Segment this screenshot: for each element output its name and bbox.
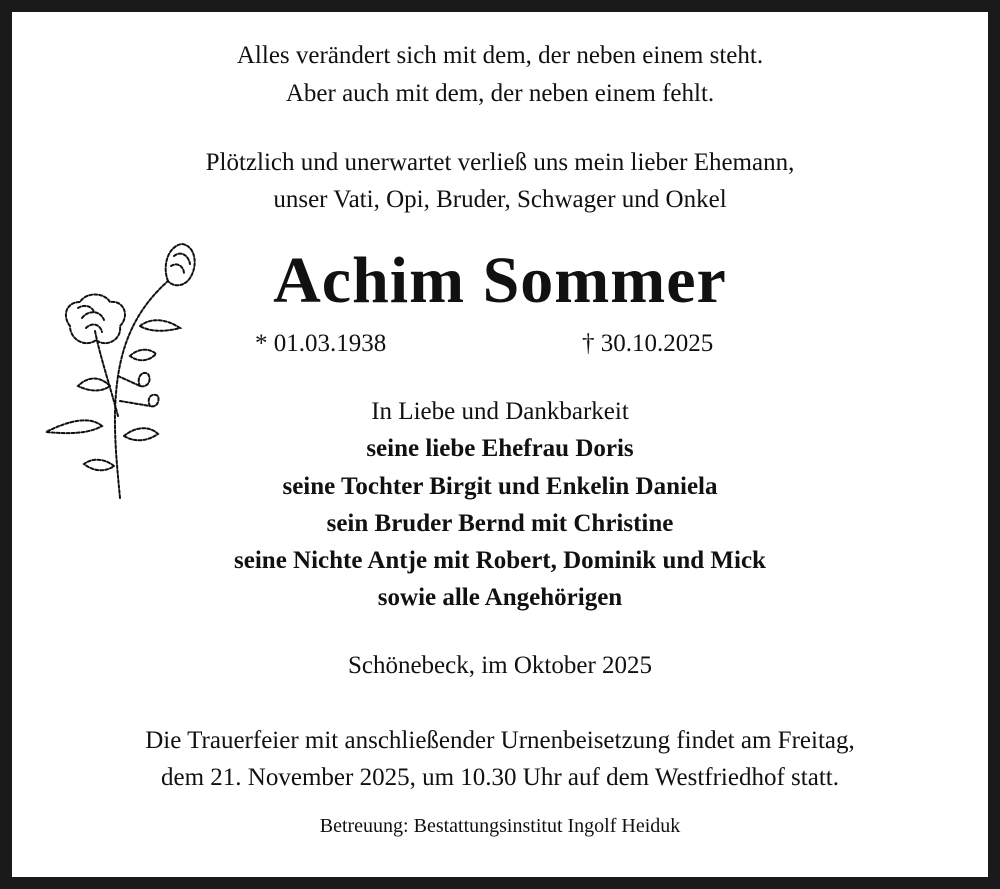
place-date: Schönebeck, im Oktober 2025 <box>347 652 653 679</box>
quote-line-1: Alles verändert sich mit dem, der neben einem steht. <box>236 42 764 69</box>
mourner-line: sein Bruder Bernd mit Christine <box>326 510 674 537</box>
mourner-line: sowie alle Angehörigen <box>377 584 623 611</box>
intro-line-1: Plötzlich und unerwartet verließ uns mein lieber Ehemann, <box>205 149 795 176</box>
service-line-1: Die Trauerfeier mit anschließender Urnenbeisetzung findet am Freitag, <box>145 727 855 754</box>
birth-date: * 01.03.1938 <box>255 330 387 357</box>
quote-line-2: Aber auch mit dem, der neben einem fehlt. <box>285 80 715 107</box>
intro-line-2: unser Vati, Opi, Bruder, Schwager und Onkel <box>273 186 727 213</box>
service-line-2: dem 21. November 2025, um 10.30 Uhr auf dem Westfriedhof statt. <box>161 764 839 791</box>
funeral-home-credit: Betreuung: Bestattungsinstitut Ingolf Heiduk <box>319 815 681 837</box>
deceased-name: Achim Sommer <box>273 244 727 317</box>
mourner-line: seine Tochter Birgit und Enkelin Daniela <box>282 473 718 500</box>
mourner-line: seine liebe Ehefrau Doris <box>366 435 634 462</box>
mourners-heading: In Liebe und Dankbarkeit <box>371 398 629 425</box>
death-date: † 30.10.2025 <box>582 330 714 357</box>
mourner-line: seine Nichte Antje mit Robert, Dominik und Mick <box>234 547 766 574</box>
